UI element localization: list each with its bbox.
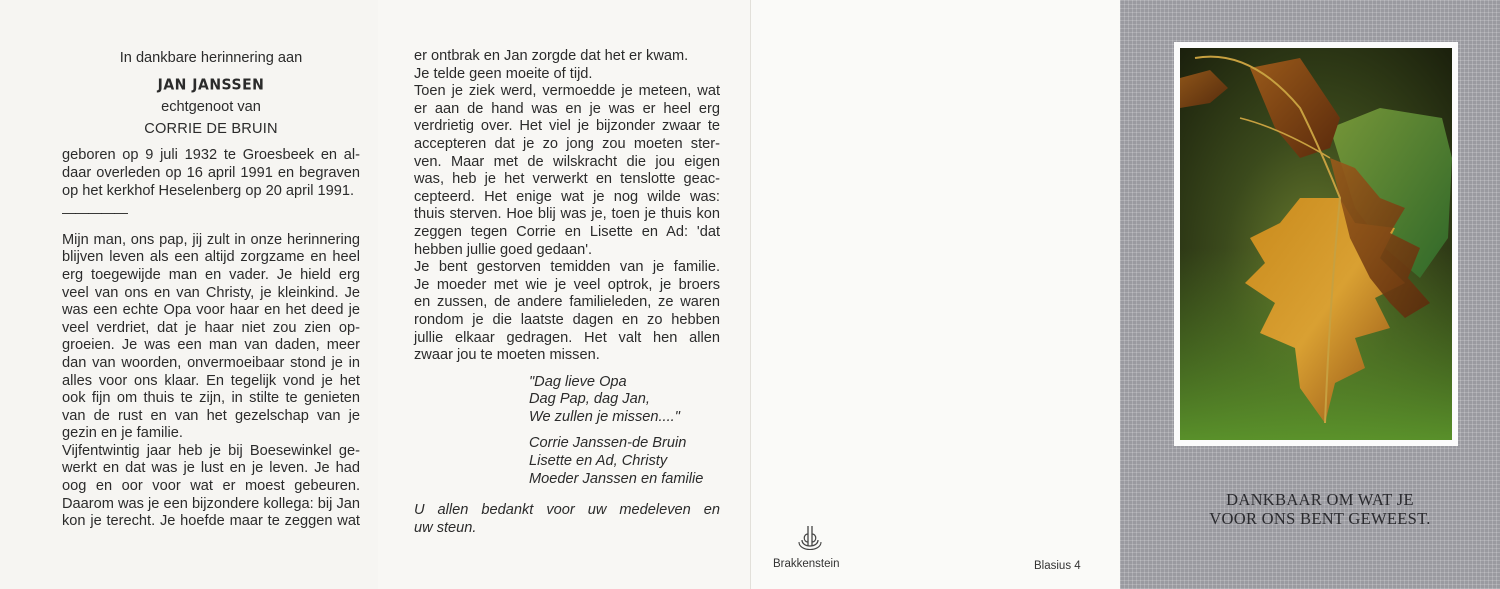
text-line: Je moeder met wie je veel optrok, je broers [414,276,720,293]
text-line: cepteerd. Het enige wat je nog wilde was: [414,188,720,205]
text-line: was een echte Opa voor haar en het deed je [62,302,360,319]
spouse-name: CORRIE DE BRUIN [144,120,278,137]
cover-motto [1180,490,1460,528]
publisher-name: Brakkenstein [773,558,840,570]
text-line: jullie elkaar gedragen. Het valt hen allen [414,329,720,346]
text-line: was, heb je het verwerkt en tenslotte geac- [414,171,720,188]
text-line: alles voor ons klaar. En tegelijk vond je het [62,372,360,389]
photo-frame [1174,42,1458,446]
farewell-poem [529,374,720,427]
text-line: zeggen tegen Corrie en Lisette en Ad: 'dat [414,223,720,240]
dates-line: op het kerkhof Heselenberg op 20 april 1991. [62,182,355,199]
card-back-page [750,0,1121,589]
obituary-text-left [62,48,360,531]
text-line: Je bent gestorven temidden van je familie. [414,259,720,276]
text-line: Vijfentwintig jaar heb je bij Boesewinkel ge- [62,442,360,459]
autumn-leaves-photo [1180,48,1452,440]
thanks-line: uw steun. [414,519,477,536]
poem-line: We zullen je missen...." [529,408,680,425]
text-line: zwaar jou te moeten missen. [414,347,600,364]
text-line: ook fijn om thuis te zijn, in stilte te genieten [62,390,360,407]
intro-line: In dankbare herinnering aan [119,50,303,66]
text-line: accepteren dat je zo jong zou moeten ster- [414,135,720,152]
text-line: er ontbrak en Jan zorgde dat het er kwam. [414,48,689,64]
text-line: erg toegewijde man en vader. Je hield erg [62,266,360,283]
thanks-line: U allen bedankt voor uw medeleven en [414,502,720,519]
motto-line: VOOR ONS BENT GEWEEST. [1209,509,1431,528]
text-line: ven. Maar met de wilskracht die jou eigen [414,153,720,170]
text-line: Toen je ziek werd, vermoedde je meteen, wat [414,83,720,100]
text-line: oog en oor voor wat er moest gebeuren. [62,478,360,495]
text-line: veel verdriet, dat je haar niet zou zien op- [62,319,360,336]
text-line: thuis sterven. Hoe blij was je, toen je thuis kon [414,206,720,223]
dates-line: daar overleden op 16 april 1991 en begraven [62,164,360,181]
text-line: van de rust en van het gezelschap van je [62,407,360,424]
tribute-paragraph-left [62,232,360,531]
text-line: en zussen, de andere familieleden, ze waren [414,294,720,311]
publisher-logo-icon [794,522,826,554]
obituary-text-right [414,48,720,537]
dates-paragraph [62,147,360,200]
text-line: kon je terecht. Je hoefde maar te zeggen wat [62,513,360,530]
text-line: rondom je die laatste dagen en zo hebben [414,311,720,328]
text-line: veel van ons en van Christy, je kleinkind. Je [62,284,360,301]
text-line: er aan de hand was en je was er heel erg [414,100,720,117]
poem-line: "Dag lieve Opa [529,373,627,390]
text-line: verdrietig over. Het viel je bijzonder zwaar te [414,118,720,135]
text-line: blijven leven als een altijd zorgzame en heel [62,249,360,266]
text-line: Daarom was je een bijzondere kollega: bij Jan [62,495,360,512]
series-number: Blasius 4 [1034,560,1081,572]
signature-line: Moeder Janssen en familie [529,470,704,487]
text-line: Je telde geen moeite of tijd. [414,65,593,82]
text-line: hebben jullie goed gedaan'. [414,241,593,258]
tribute-paragraph-right [414,48,720,365]
thank-you-note [414,502,720,537]
text-line: Mijn man, ons pap, jij zult in onze herinnering [62,231,360,248]
poem-line: Dag Pap, dag Jan, [529,391,650,408]
motto-line: DANKBAAR OM WAT JE [1226,490,1414,509]
text-line: gezin en je familie. [62,425,183,442]
signature-line: Lisette en Ad, Christy [529,453,668,470]
spouse-label: echtgenoot van [161,99,261,116]
text-line: dan van woorden, onvermoeibaar stond je in [62,354,360,371]
family-signature [529,435,720,488]
separator-line: ————— [62,204,127,221]
signature-line: Corrie Janssen-de Bruin [529,435,687,452]
text-line: groeien. Je was een man van daden, meer [62,337,360,354]
text-line: werkt en dat was je lust en je leven. Je had [62,460,360,477]
deceased-name: JAN JANSSEN [157,75,265,94]
dates-line: geboren op 9 juli 1932 te Groesbeek en al- [62,147,360,164]
